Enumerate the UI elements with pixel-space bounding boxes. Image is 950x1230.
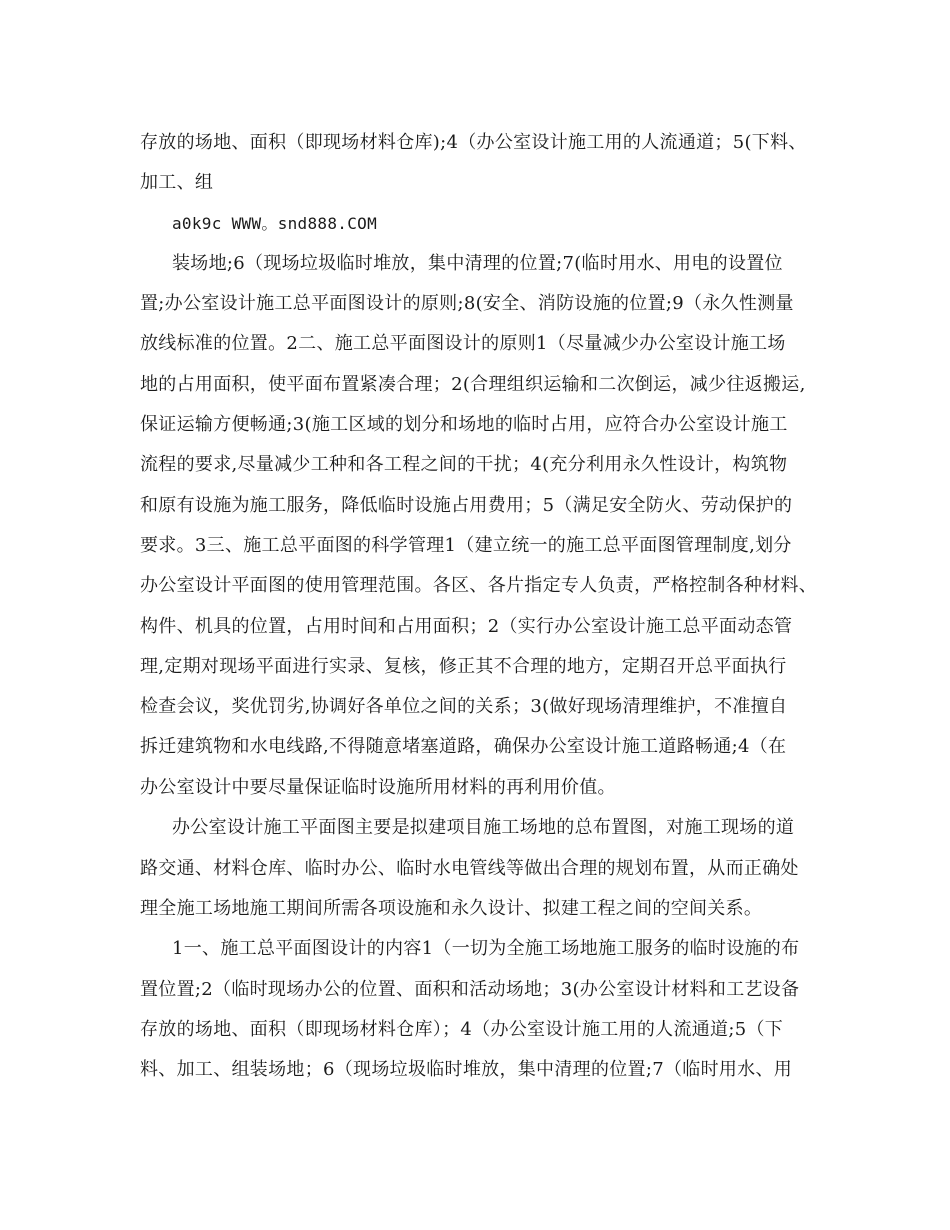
text-line: 置位置;2（临时现场办公的位置、面积和活动场地；3(办公室设计材料和工艺设备 (140, 979, 800, 1000)
text-line: 地的占用面积，使平面布置紧凑合理；2(合理组织运输和二次倒运，减少往返搬运, (140, 374, 806, 395)
text-line: 理,定期对现场平面进行实录、复核，修正其不合理的地方，定期召开总平面执行 (140, 656, 787, 677)
text-line: 保证运输方便畅通;3(施工区域的划分和场地的临时占用，应符合办公室设计施工 (140, 414, 788, 435)
text-line: 要求。3三、施工总平面图的科学管理1（建立统一的施工总平面图管理制度,划分 (140, 535, 792, 556)
text-line: 放线标准的位置。2二、施工总平面图设计的原则1（尽量减少办公室设计施工场 (140, 333, 786, 354)
text-line: 流程的要求,尽量减少工种和各工程之间的干扰；4(充分利用永久性设计，构筑物 (140, 454, 788, 475)
text-line: 办公室设计施工平面图主要是拟建项目施工场地的总布置图，对施工现场的道 (172, 817, 795, 838)
text-line: 存放的场地、面积（即现场材料仓库);4（办公室设计施工用的人流通道；5(下料、 (140, 132, 807, 153)
text-line: 和原有设施为施工服务，降低临时设施占用费用；5（满足安全防火、劳动保护的 (140, 495, 793, 516)
text-line: 料、加工、组装场地；6（现场垃圾临时堆放，集中清理的位置;7（临时用水、用 (140, 1059, 793, 1080)
text-line: 存放的场地、面积（即现场材料仓库）；4（办公室设计施工用的人流通道;5（下 (140, 1019, 784, 1040)
text-line: 构件、机具的位置，占用时间和占用面积；2（实行办公室设计施工总平面动态管 (140, 616, 793, 637)
text-line: 置;办公室设计施工总平面图设计的原则;8(安全、消防设施的位置;9（永久性测量 (140, 293, 794, 314)
watermark-text: a0k9c WWW。snd888.COM (172, 214, 378, 233)
text-line: 加工、组 (140, 172, 214, 193)
text-line: 拆迁建筑物和水电线路,不得随意堵塞道路，确保办公室设计施工道路畅通;4（在 (140, 736, 787, 757)
text-line: 办公室设计中要尽量保证临时设施所用材料的再利用价值。 (140, 777, 616, 798)
text-line: 检查会议，奖优罚劣,协调好各单位之间的关系；3(做好现场清理维护，不准擅自 (140, 696, 788, 717)
text-line: 办公室设计平面图的使用管理范围。各区、各片指定专人负责，严格控制各种材料、 (140, 575, 818, 596)
text-line: 1一、施工总平面图设计的内容1（一切为全施工场地施工服务的临时设施的布 (172, 938, 800, 959)
text-line: 装场地;6（现场垃圾临时堆放，集中清理的位置;7(临时用水、用电的设置位 (172, 253, 783, 274)
text-line: 理全施工场地施工期间所需各项设施和永久设计、拟建工程之间的空间关系。 (140, 898, 763, 919)
text-line: 路交通、材料仓库、临时办公、临时水电管线等做出合理的规划布置，从而正确处 (140, 858, 799, 879)
